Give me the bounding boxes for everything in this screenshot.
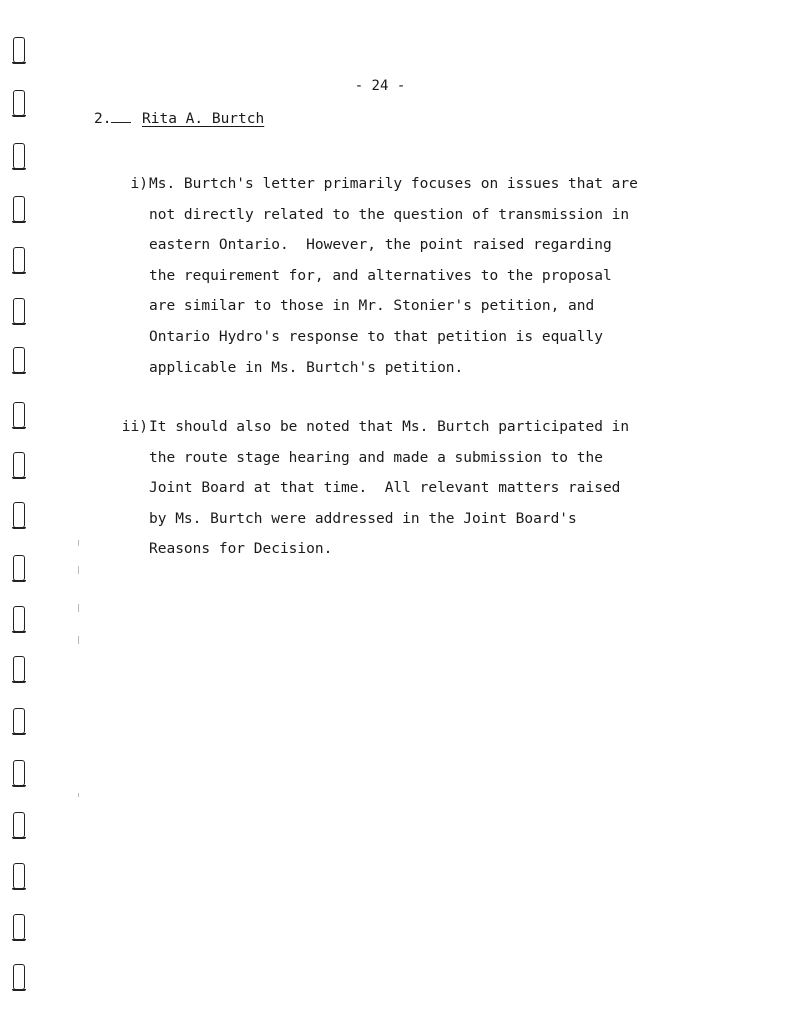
section-title: Rita A. Burtch bbox=[142, 111, 265, 127]
paragraph-line: Reasons for Decision. bbox=[149, 541, 333, 558]
binder-hole bbox=[13, 708, 25, 734]
page-number: - 24 - bbox=[354, 78, 406, 94]
binder-hole bbox=[13, 606, 25, 632]
paragraph-line: It should also be noted that Ms. Burtch participated in bbox=[149, 419, 630, 435]
section-heading bbox=[94, 110, 264, 127]
scan-speck bbox=[78, 604, 79, 612]
paragraph-line: Ms. Burtch's letter primarily focuses on issues that are bbox=[149, 176, 638, 192]
scan-speck bbox=[78, 793, 79, 797]
list-item-marker: i) bbox=[130, 176, 148, 192]
paragraph-line: Joint Board at that time. All relevant matters raised bbox=[149, 480, 621, 497]
section-number-underline bbox=[111, 110, 131, 123]
binder-hole bbox=[13, 298, 25, 324]
binder-hole bbox=[13, 964, 25, 990]
binder-hole bbox=[13, 656, 25, 682]
scan-speck bbox=[78, 566, 79, 574]
binder-hole bbox=[13, 555, 25, 581]
scan-speck bbox=[78, 540, 79, 546]
paragraph-line: the requirement for, and alternatives to the proposal bbox=[149, 267, 612, 284]
section-number-text: 2. bbox=[94, 111, 112, 127]
paragraph-line: the route stage hearing and made a submission to the bbox=[149, 449, 603, 466]
binder-hole bbox=[13, 347, 25, 373]
binder-hole bbox=[13, 90, 25, 116]
paragraph-line: eastern Ontario. However, the point raised regarding bbox=[149, 237, 612, 254]
binder-hole bbox=[13, 402, 25, 428]
binder-hole bbox=[13, 247, 25, 273]
binder-hole bbox=[13, 812, 25, 838]
list-item-marker: ii) bbox=[121, 419, 148, 435]
binder-hole bbox=[13, 502, 25, 528]
binder-hole bbox=[13, 760, 25, 786]
binder-hole bbox=[13, 37, 25, 63]
binder-hole bbox=[13, 914, 25, 940]
list-item bbox=[110, 169, 670, 383]
binder-hole bbox=[13, 196, 25, 222]
binder-hole bbox=[13, 863, 25, 889]
paragraph-line: Ontario Hydro's response to that petition is equally bbox=[149, 328, 603, 345]
paragraph-line: by Ms. Burtch were addressed in the Joint Board's bbox=[149, 510, 577, 527]
section-number bbox=[94, 110, 142, 127]
scan-speck bbox=[78, 636, 79, 644]
binder-hole bbox=[13, 143, 25, 169]
binder-hole bbox=[13, 452, 25, 478]
paragraph-line: applicable in Ms. Burtch's petition. bbox=[149, 359, 464, 376]
list-item bbox=[110, 412, 670, 565]
paragraph-line: not directly related to the question of transmission in bbox=[149, 206, 630, 223]
paragraph-line: are similar to those in Mr. Stonier's petition, and bbox=[149, 298, 595, 315]
